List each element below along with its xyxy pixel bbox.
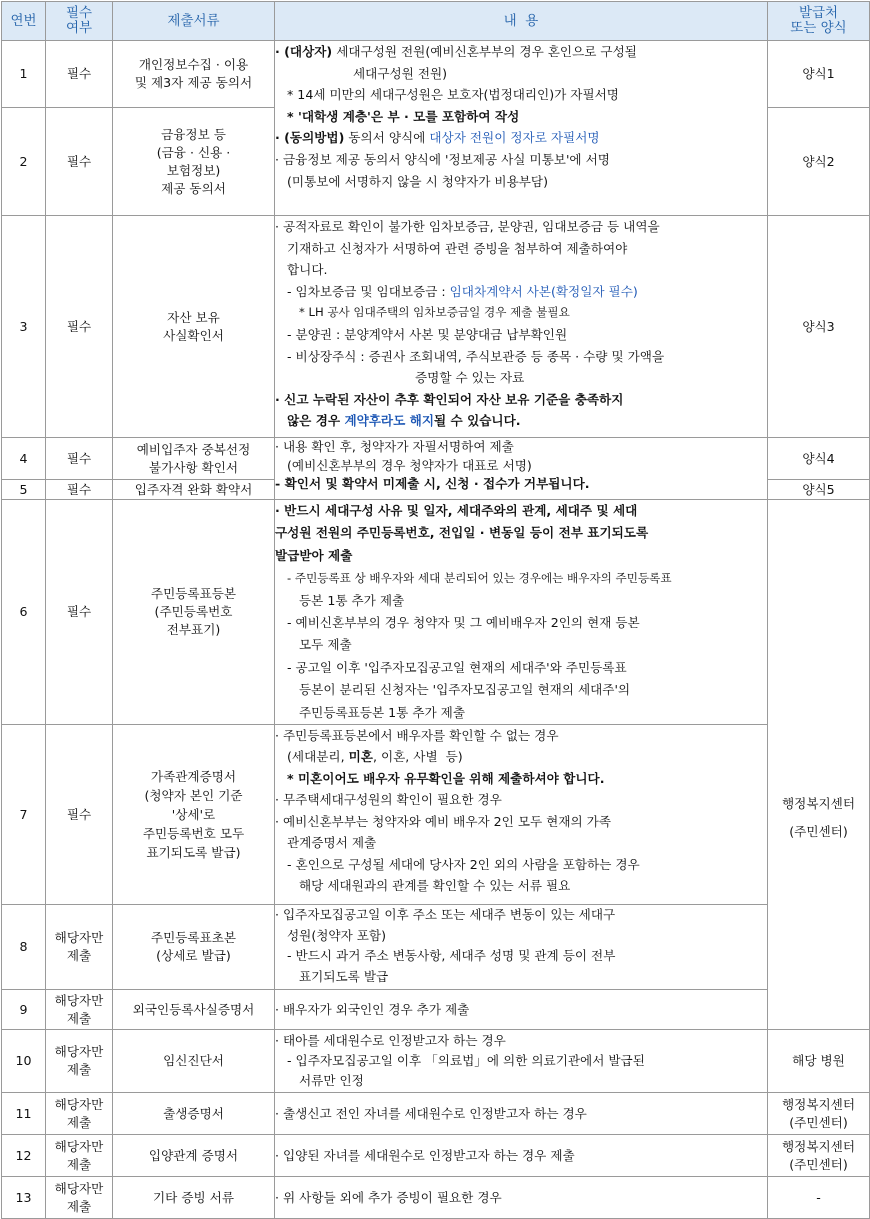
issuer: 행정복지센터 (주민센터): [768, 1093, 870, 1135]
required-status: 해당자만 제출: [46, 1177, 113, 1219]
document-name: 금융정보 등 (금융 · 신용 · 보험정보) 제공 동의서: [113, 108, 275, 216]
issuer: 행정복지센터 (주민센터): [768, 1135, 870, 1177]
row-number: 2: [2, 108, 46, 216]
table-row: [2, 725, 870, 905]
description-other: · 위 사항들 외에 추가 증빙이 필요한 경우: [275, 1177, 768, 1219]
row-number: 10: [2, 1030, 46, 1093]
required-status: 해당자만 제출: [46, 1030, 113, 1093]
required-documents-table: [1, 1, 870, 1219]
document-name: 주민등록표초본 (상세로 발급): [113, 905, 275, 990]
row-number: 8: [2, 905, 46, 990]
description-consent: · (대상자) 세대구성원 전원(예비신혼부부의 경우 혼인으로 구성될 세대구성원 전원) * 14세 미만의 세대구성원은 보호자(법정대리인)가 자필서명 * '대학생 계층'은 부 · 모를 포함하여 작성 · (동의방법) 동의서 양식에 대상자 전원이 정자로 자필서명 · 금융정보 제공 동의서 양식에 '정보제공 사실 미통보'에 서명 (미통보에 서명하지 않을 시 청약자가 비용부담): [275, 41, 768, 216]
issuer: 양식2: [768, 108, 870, 216]
required-status: 해당자만 제출: [46, 1093, 113, 1135]
description-birth: · 출생신고 전인 자녀를 세대원수로 인정받고자 하는 경우: [275, 1093, 768, 1135]
document-name: 자산 보유 사실확인서: [113, 216, 275, 438]
required-status: 해당자만 제출: [46, 905, 113, 990]
row-number: 13: [2, 1177, 46, 1219]
description-asset: · 공적자료로 확인이 불가한 임차보증금, 분양권, 임대보증금 등 내역을 기재하고 신청자가 서명하여 관련 증빙을 첨부하여 제출하여야 합니다. - 임차보증금 및 임대보증금 : 임대차계약서 사본(확정일자 필수) * LH 공사 임대주택의 임차보증금일 경우 제출 불필요 - 분양권 : 분양계약서 사본 및 분양대금 납부확인원 - 비상장주식 : 증권사 조회내역, 주식보관증 등 종목 · 수량 및 가액을 증명할 수 있는 자료 · 신고 누락된 자산이 추후 확인되어 자산 보유 기준을 충족하지 않은 경우 계약후라도 해지될 수 있습니다.: [275, 216, 768, 438]
document-name: 가족관계증명서 (청약자 본인 기준 '상세'로 주민등록번호 모두 표기되도록 발급): [113, 725, 275, 905]
header-no: 연번: [2, 2, 46, 41]
document-name: 외국인등록사실증명서: [113, 990, 275, 1030]
document-name: 출생증명서: [113, 1093, 275, 1135]
table-row: [2, 990, 870, 1030]
row-number: 1: [2, 41, 46, 108]
table-row: [2, 1093, 870, 1135]
table-row: [2, 500, 870, 725]
description-family-relation: · 주민등록표등본에서 배우자를 확인할 수 없는 경우 (세대분리, 미혼, 이혼, 사별 등) * 미혼이어도 배우자 유무확인을 위해 제출하셔야 합니다. · 무주택세대구성원의 확인이 필요한 경우 · 예비신혼부부는 청약자와 예비 배우자 2인 모두 현재의 가족 관계증명서 제출 - 혼인으로 구성될 세대에 당사자 2인 외의 사람을 포함하는 경우 해당 세대원과의 관계를 확인할 수 있는 서류 필요: [275, 725, 768, 905]
required-status: 필수: [46, 108, 113, 216]
required-status: 필수: [46, 480, 113, 500]
required-status: 필수: [46, 216, 113, 438]
required-status: 필수: [46, 725, 113, 905]
row-number: 6: [2, 500, 46, 725]
table-row: [2, 41, 870, 108]
row-number: 9: [2, 990, 46, 1030]
document-name: 기타 증빙 서류: [113, 1177, 275, 1219]
required-status: 필수: [46, 500, 113, 725]
row-number: 3: [2, 216, 46, 438]
row-number: 12: [2, 1135, 46, 1177]
required-status: 해당자만 제출: [46, 1135, 113, 1177]
issuer: 양식3: [768, 216, 870, 438]
row-number: 11: [2, 1093, 46, 1135]
table-row: [2, 216, 870, 438]
table-row: [2, 1177, 870, 1219]
table-row: [2, 905, 870, 990]
row-number: 5: [2, 480, 46, 500]
header-issuer: 발급처 또는 양식: [768, 2, 870, 41]
document-name: 입양관계 증명서: [113, 1135, 275, 1177]
document-name: 임신진단서: [113, 1030, 275, 1093]
issuer: 해당 병원: [768, 1030, 870, 1093]
issuer-community-center: 행정복지센터 (주민센터): [768, 500, 870, 1030]
row-number: 7: [2, 725, 46, 905]
row-number: 4: [2, 438, 46, 480]
table-row: [2, 1030, 870, 1093]
description-resident-copy: · 반드시 세대구성 사유 및 일자, 세대주와의 관계, 세대주 및 세대 구성원 전원의 주민등록번호, 전입일 · 변동일 등이 전부 표기되도록 발급받아 제출 - 주민등록표 상 배우자와 세대 분리되어 있는 경우에는 배우자의 주민등록표 등본 1통 추가 제출 - 예비신혼부부의 경우 청약자 및 그 예비배우자 2인의 현재 등본 모두 제출 - 공고일 이후 '입주자모집공고일 현재의 세대주'와 주민등록표 등본이 분리된 신청자는 '입주자모집공고일 현재의 세대주'의 주민등록표등본 1통 추가 제출: [275, 500, 768, 725]
description-confirmation: · 내용 확인 후, 청약자가 자필서명하여 제출 (예비신혼부부의 경우 청약자가 대표로 서명) - 확인서 및 확약서 미제출 시, 신청 · 접수가 거부됩니다.: [275, 438, 768, 500]
header-row: [2, 2, 870, 41]
document-name: 입주자격 완화 확약서: [113, 480, 275, 500]
header-required: 필수 여부: [46, 2, 113, 41]
description-foreigner: · 배우자가 외국인인 경우 추가 제출: [275, 990, 768, 1030]
required-status: 해당자만 제출: [46, 990, 113, 1030]
document-name: 주민등록표등본 (주민등록번호 전부표기): [113, 500, 275, 725]
required-status: 필수: [46, 438, 113, 480]
issuer: 양식5: [768, 480, 870, 500]
header-description: 내 용: [275, 2, 768, 41]
header-document: 제출서류: [113, 2, 275, 41]
document-name: 예비입주자 중복선정 불가사항 확인서: [113, 438, 275, 480]
table-row: [2, 1135, 870, 1177]
description-pregnancy: · 태아를 세대원수로 인정받고자 하는 경우 - 입주자모집공고일 이후 「의료법」에 의한 의료기관에서 발급된 서류만 인정: [275, 1030, 768, 1093]
table-row: [2, 438, 870, 480]
description-adoption: · 입양된 자녀를 세대원수로 인정받고자 하는 경우 제출: [275, 1135, 768, 1177]
description-resident-abstract: · 입주자모집공고일 이후 주소 또는 세대주 변동이 있는 세대구 성원(청약자 포함) - 반드시 과거 주소 변동사항, 세대주 성명 및 관계 등이 전부 표기되도록 발급: [275, 905, 768, 990]
issuer: -: [768, 1177, 870, 1219]
document-name: 개인정보수집 · 이용 및 제3자 제공 동의서: [113, 41, 275, 108]
required-status: 필수: [46, 41, 113, 108]
issuer: 양식4: [768, 438, 870, 480]
issuer: 양식1: [768, 41, 870, 108]
